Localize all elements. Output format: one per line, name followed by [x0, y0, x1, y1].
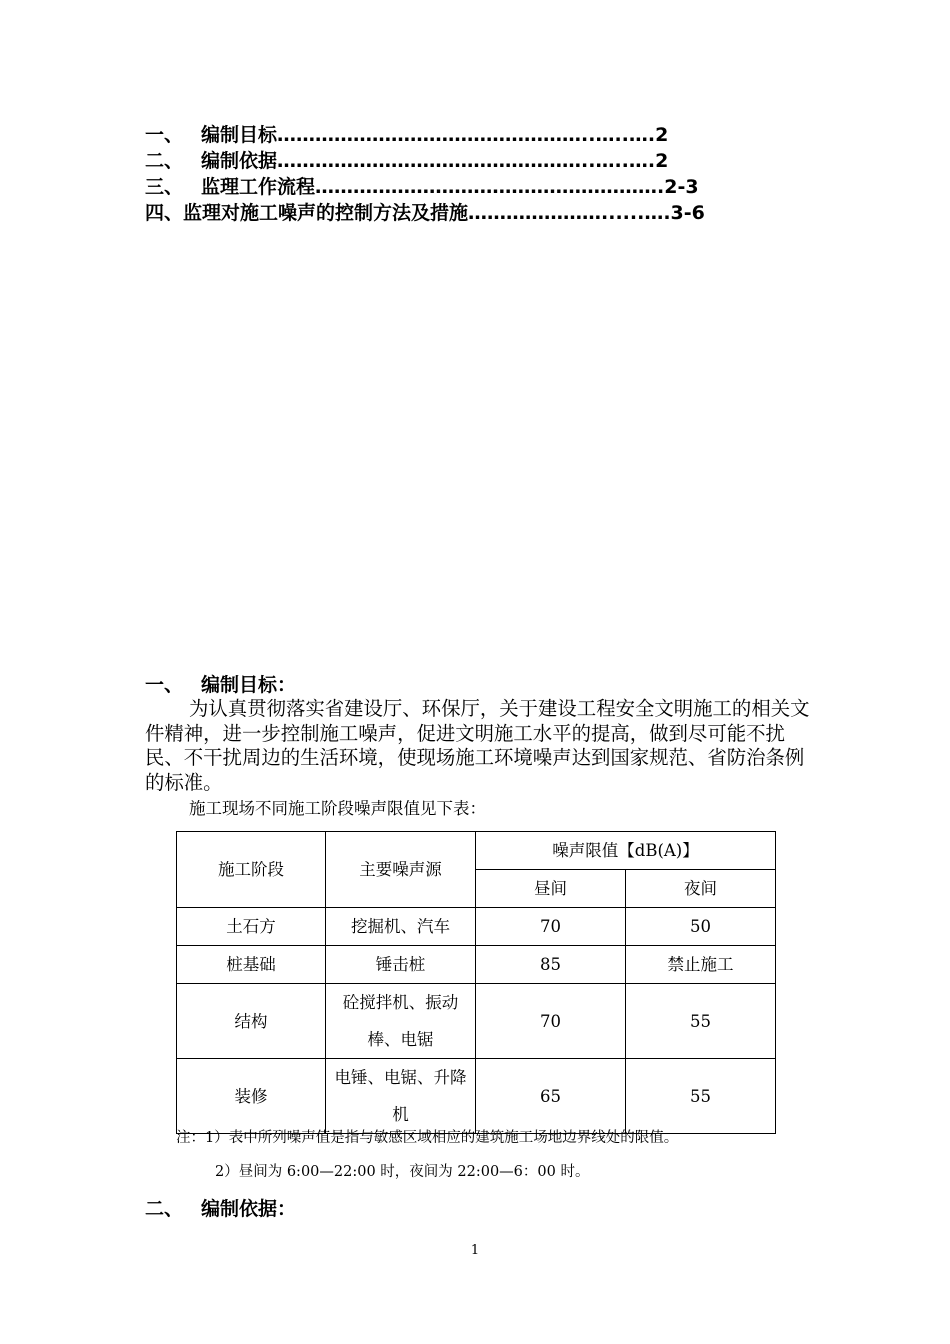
- cell-stage: 土石方: [177, 908, 326, 946]
- cell-night: 50: [626, 908, 776, 946]
- header-source: 主要噪声源: [326, 832, 476, 908]
- toc-page: ..…..….2: [581, 150, 669, 172]
- toc-page: ..…..….2: [581, 124, 669, 146]
- toc-page: .2-3: [657, 176, 699, 198]
- header-limit: 噪声限值【dB(A)】: [476, 832, 776, 870]
- toc-entry-number: 二、: [145, 150, 184, 172]
- header-stage: 施工阶段: [177, 832, 326, 908]
- toc-leader: …………………: [468, 202, 602, 224]
- section-heading: [145, 672, 296, 698]
- header-night: 夜间: [626, 870, 776, 908]
- section-title: 编制依据：: [201, 1198, 297, 1220]
- toc-entry[interactable]: [145, 200, 785, 226]
- toc-leader: …………………………………………: [277, 124, 582, 146]
- section-number: 一、: [145, 674, 184, 696]
- toc-entry-title: 监理工作流程: [201, 176, 316, 198]
- cell-night: 55: [626, 1059, 776, 1134]
- section-number: 二、: [145, 1198, 184, 1220]
- section-heading: [145, 1196, 296, 1222]
- toc-leader: ………………………………………………: [315, 176, 658, 198]
- cell-day: 70: [476, 984, 626, 1059]
- toc-entry-number: 四、: [145, 202, 184, 224]
- header-day: 昼间: [476, 870, 626, 908]
- table-intro: 施工现场不同施工阶段噪声限值见下表：: [189, 799, 486, 818]
- cell-night: 禁止施工: [626, 946, 776, 984]
- toc-entry[interactable]: [145, 148, 785, 174]
- table-header-row: [177, 832, 776, 870]
- toc-entry-number: 一、: [145, 124, 184, 146]
- toc-entry-title: 编制目标: [201, 124, 278, 146]
- toc-entry-number: 三、: [145, 176, 184, 198]
- cell-day: 70: [476, 908, 626, 946]
- table-note: 2）昼间为 6:00—22:00 时，夜间为 22:00—6：00 时。: [215, 1164, 590, 1180]
- cell-night: 55: [626, 984, 776, 1059]
- cell-source: 挖掘机、汽车: [326, 908, 476, 946]
- table-row: [177, 908, 776, 946]
- noise-limit-table: [176, 831, 776, 1134]
- toc-page: ......….3-6: [601, 202, 705, 224]
- body-paragraph: 为认真贯彻落实省建设厅、环保厅，关于建设工程安全文明施工的相关文件精神，进一步控制施工噪声，促进文明施工水平的提高，做到尽可能不扰民、不干扰周边的生活环境，使现场施工环境噪声达到国家规范、省防治条例的标准。: [145, 697, 810, 794]
- toc-entry-title: 监理对施工噪声的控制方法及措施: [183, 202, 469, 224]
- toc-entry[interactable]: [145, 174, 785, 200]
- table-row: [177, 984, 776, 1059]
- cell-day: 85: [476, 946, 626, 984]
- cell-stage: 装修: [177, 1059, 326, 1134]
- section-title: 编制目标：: [201, 674, 297, 696]
- cell-source: 锤击桩: [326, 946, 476, 984]
- cell-day: 65: [476, 1059, 626, 1134]
- cell-source: 砼搅拌机、振动棒、电锯: [326, 984, 476, 1059]
- table-note: 注：1）表中所列噪声值是指与敏感区域相应的建筑施工场地边界线处的限值。: [176, 1130, 679, 1146]
- table-row: [177, 1059, 776, 1134]
- cell-source: 电锤、电锯、升降机: [326, 1059, 476, 1134]
- toc-entry-title: 编制依据: [201, 150, 278, 172]
- page-number: 1: [470, 1243, 480, 1258]
- cell-stage: 桩基础: [177, 946, 326, 984]
- table-of-contents: [145, 122, 785, 226]
- cell-stage: 结构: [177, 984, 326, 1059]
- toc-entry[interactable]: [145, 122, 785, 148]
- toc-leader: …………………………………………: [277, 150, 582, 172]
- table-row: [177, 946, 776, 984]
